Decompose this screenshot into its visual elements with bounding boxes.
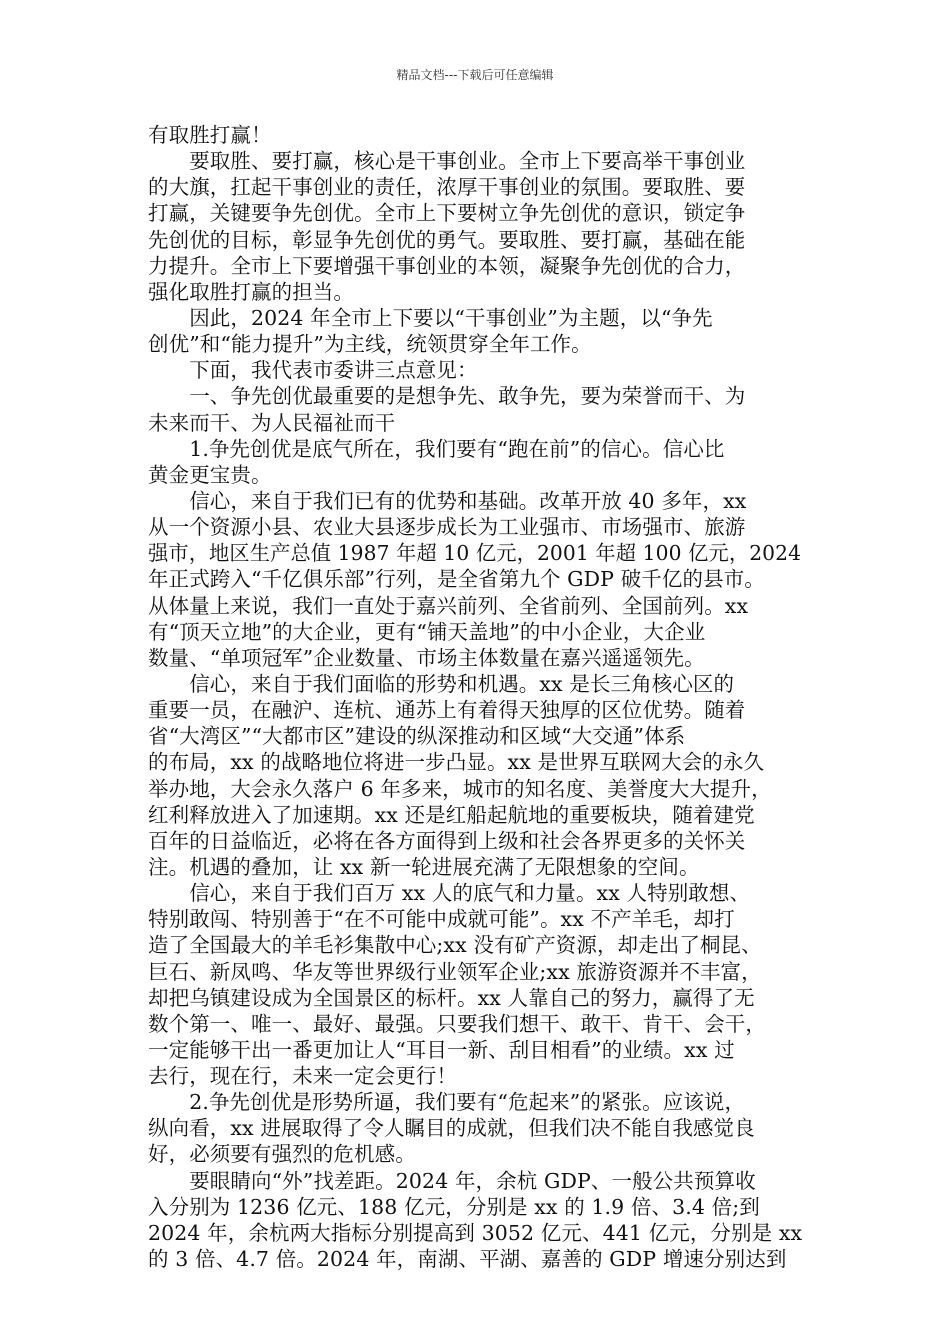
text-line: 从一个资源小县、农业大县逐步成长为工业强市、市场强市、旅游 — [148, 515, 746, 540]
text-line: 造了全国最大的羊毛衫集散中心;xx 没有矿产资源，却走出了桐昆、 — [148, 933, 762, 958]
text-line: 巨石、新凤鸣、华友等世界级行业领军企业;xx 旅游资源并不丰富， — [148, 959, 762, 984]
text-line: 信心，来自于我们已有的优势和基础。改革开放 40 多年，xx — [148, 488, 747, 513]
text-line: 信心，来自于我们面临的形势和机遇。xx 是长三角核心区的 — [148, 671, 735, 696]
text-line: 的布局，xx 的战略地位将进一步凸显。xx 是世界互联网大会的永久 — [148, 750, 765, 775]
text-line: 创优”和“能力提升”为主线，统领贯穿全年工作。 — [148, 332, 592, 357]
text-line: 2.争先创优是形势所逼，我们要有“危起来”的紧张。应该说， — [148, 1090, 746, 1115]
text-line: 要取胜、要打赢，核心是干事创业。全市上下要高举干事创业 — [148, 149, 746, 174]
text-line: 有取胜打赢！ — [148, 123, 272, 147]
text-line: 特别敢闯、特别善于“在不可能中成就可能”。xx 不产羊毛，却打 — [148, 907, 735, 932]
text-line: 数量、“单项冠军”企业数量、市场主体数量在嘉兴遥遥领先。 — [148, 645, 705, 670]
text-line: 黄金更宝贵。 — [148, 462, 272, 487]
text-line: 强化取胜打赢的担当。 — [148, 279, 354, 304]
text-line: 百年的日益临近，必将在各方面得到上级和社会各界更多的关怀关 — [148, 828, 746, 853]
text-line: 力提升。全市上下要增强干事创业的本领，凝聚争先创优的合力， — [148, 253, 746, 278]
document-body — [148, 122, 808, 1272]
section-heading-line: 一、争先创优最重要的是想争先、敢争先，要为荣誉而干、为 — [148, 384, 746, 409]
text-line: 数个第一、唯一、最好、最强。只要我们想干、敢干、肯干、会干， — [148, 1011, 766, 1036]
text-line: 1.争先创优是底气所在，我们要有“跑在前”的信心。信心比 — [148, 436, 725, 461]
text-line: 强市，地区生产总值 1987 年超 10 亿元，2001 年超 100 亿元，2024 — [148, 541, 802, 566]
text-line: 重要一员，在融沪、连杭、通苏上有着得天独厚的区位优势。随着 — [148, 698, 746, 723]
text-line: 有“顶天立地”的大企业，更有“铺天盖地”的中小企业，大企业 — [148, 619, 706, 644]
text-line: 举办地，大会永久落户 6 年多来，城市的知名度、美誉度大大提升， — [148, 776, 772, 801]
text-line: 入分别为 1236 亿元、188 亿元，分别是 xx 的 1.9 倍、3.4 倍;到 — [148, 1194, 760, 1219]
text-line: 的大旗，扛起干事创业的责任，浓厚干事创业的氛围。要取胜、要 — [148, 175, 746, 200]
text-line: 一定能够干出一番更加让人“耳目一新、刮目相看”的业绩。xx 过 — [148, 1037, 735, 1062]
text-line: 先创优的目标，彰显争先创优的勇气。要取胜、要打赢，基础在能 — [148, 227, 746, 252]
text-line: 好，必须要有强烈的危机感。 — [148, 1142, 416, 1167]
text-line: 红利释放进入了加速期。xx 还是红船起航地的重要板块，随着建党 — [148, 802, 755, 827]
text-line: 去行，现在行，未来一定会更行！ — [148, 1064, 457, 1089]
text-line: 省“大湾区”“大都市区”建设的纵深推动和区域“大交通”体系 — [148, 724, 686, 749]
text-line: 因此，2024 年全市上下要以“干事创业”为主题，以“争先 — [148, 305, 713, 330]
text-line: 却把乌镇建设成为全国景区的标杆。xx 人靠自己的努力，赢得了无 — [148, 985, 755, 1010]
section-heading-line: 未来而干、为人民福祉而干 — [148, 410, 396, 435]
text-line: 信心，来自于我们百万 xx 人的底气和力量。xx 人特别敢想、 — [148, 881, 751, 906]
text-line: 打赢，关键要争先创优。全市上下要树立争先创优的意识，锁定争 — [148, 201, 746, 226]
text-line: 2024 年，余杭两大指标分别提高到 3052 亿元、441 亿元，分别是 xx — [148, 1220, 803, 1245]
text-line: 年正式跨入“千亿俱乐部”行列，是全省第九个 GDP 破千亿的县市。 — [148, 567, 765, 592]
text-line: 要眼睛向“外”找差距。2024 年，余杭 GDP、一般公共预算收 — [148, 1168, 756, 1193]
text-line: 从体量上来说，我们一直处于嘉兴前列、全省前列、全国前列。xx — [148, 593, 749, 618]
text-line: 的 3 倍、4.7 倍。2024 年，南湖、平湖、嘉善的 GDP 增速分别达到 — [148, 1247, 787, 1272]
text-line: 纵向看，xx 进展取得了令人瞩目的成就，但我们决不能自我感觉良 — [148, 1116, 755, 1141]
page-header: 精品文档---下载后可任意编辑 — [396, 68, 554, 82]
text-line: 注。机遇的叠加，让 xx 新一轮进展充满了无限想象的空间。 — [148, 854, 700, 879]
text-line: 下面，我代表市委讲三点意见： — [148, 358, 478, 383]
